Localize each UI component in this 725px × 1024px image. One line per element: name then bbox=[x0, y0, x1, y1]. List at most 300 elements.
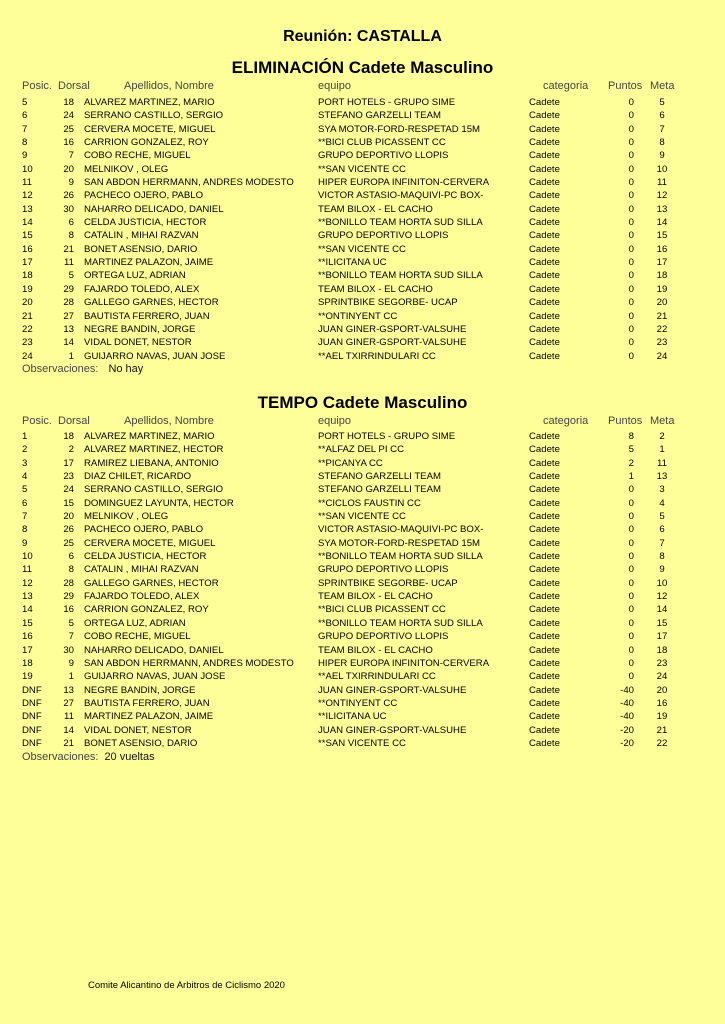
points-cell: -40 bbox=[620, 711, 634, 723]
position-cell: 12 bbox=[22, 577, 33, 589]
dorsal-cell: 1 bbox=[68, 350, 74, 362]
dorsal-cell: 27 bbox=[63, 310, 74, 322]
finish-cell: 13 bbox=[656, 471, 668, 483]
category-cell: Cadete bbox=[529, 257, 560, 269]
finish-cell: 14 bbox=[656, 217, 668, 229]
category-cell: Cadete bbox=[529, 631, 560, 643]
dorsal-cell: 30 bbox=[63, 644, 74, 656]
points-cell: 0 bbox=[628, 551, 634, 563]
team-cell: **ONTINYENT CC bbox=[318, 697, 398, 709]
observations-value: No hay bbox=[108, 363, 144, 375]
points-cell: 0 bbox=[628, 270, 634, 282]
team-cell: **BONILLO TEAM HORTA SUD SILLA bbox=[318, 617, 483, 629]
rider-name-cell: ALVAREZ MARTINEZ, HECTOR bbox=[84, 444, 224, 456]
position-cell: 1 bbox=[22, 431, 28, 442]
rider-name-cell: MARTINEZ PALAZON, JAIME bbox=[84, 711, 214, 723]
category-cell: Cadete bbox=[529, 97, 560, 108]
team-cell: PORT HOTELS - GRUPO SIME bbox=[318, 97, 456, 108]
team-cell: **ALFAZ DEL PI CC bbox=[318, 444, 405, 456]
dorsal-cell: 18 bbox=[63, 431, 74, 442]
points-cell: 0 bbox=[628, 577, 634, 589]
rider-name-cell: NEGRE BANDIN, JORGE bbox=[84, 323, 196, 335]
points-cell: 0 bbox=[628, 137, 634, 149]
finish-cell: 15 bbox=[656, 230, 668, 242]
position-cell: 22 bbox=[22, 323, 33, 335]
rider-name-cell: GALLEGO GARNES, HECTOR bbox=[84, 297, 219, 309]
position-cell: 8 bbox=[22, 137, 28, 149]
rider-name-cell: PACHECO OJERO, PABLO bbox=[84, 190, 204, 202]
position-cell: 17 bbox=[22, 644, 33, 656]
position-cell: 23 bbox=[22, 337, 33, 349]
category-cell: Cadete bbox=[529, 524, 560, 536]
dorsal-cell: 15 bbox=[63, 497, 74, 509]
position-cell: 19 bbox=[22, 283, 33, 295]
category-cell: Cadete bbox=[529, 684, 560, 696]
rider-name-cell: NEGRE BANDIN, JORGE bbox=[84, 684, 196, 696]
position-cell: DNF bbox=[22, 684, 42, 696]
dorsal-cell: 24 bbox=[63, 484, 74, 496]
team-cell: TEAM BILOX - EL CACHO bbox=[318, 283, 433, 295]
finish-cell: 18 bbox=[656, 644, 668, 656]
team-cell: **SAN VICENTE CC bbox=[318, 163, 406, 175]
position-cell: 5 bbox=[22, 97, 28, 108]
elimination-title: ELIMINACIÓN Cadete Masculino bbox=[231, 58, 494, 77]
position-cell: 6 bbox=[22, 497, 28, 509]
rider-name-cell: CELDA JUSTICIA, HECTOR bbox=[84, 217, 207, 229]
table-row bbox=[0, 350, 725, 363]
finish-cell: 22 bbox=[656, 323, 668, 335]
team-cell: PORT HOTELS - GRUPO SIME bbox=[318, 431, 456, 442]
finish-cell: 3 bbox=[659, 484, 665, 496]
rider-name-cell: NAHARRO DELICADO, DANIEL bbox=[84, 644, 224, 656]
team-cell: STEFANO GARZELLI TEAM bbox=[318, 471, 441, 483]
category-cell: Cadete bbox=[529, 737, 560, 749]
category-cell: Cadete bbox=[529, 591, 560, 603]
team-cell: VICTOR ASTASIO-MAQUIVI-PC BOX- bbox=[318, 524, 484, 536]
table-row bbox=[0, 497, 725, 510]
position-cell: 11 bbox=[22, 564, 32, 576]
points-cell: 0 bbox=[628, 671, 634, 683]
position-cell: 24 bbox=[22, 350, 33, 362]
header-name: Apellidos, Nombre bbox=[124, 80, 214, 92]
category-cell: Cadete bbox=[529, 711, 560, 723]
finish-cell: 4 bbox=[659, 497, 665, 509]
dorsal-cell: 8 bbox=[68, 564, 74, 576]
dorsal-cell: 13 bbox=[63, 684, 74, 696]
finish-cell: 8 bbox=[659, 137, 665, 149]
table-row bbox=[0, 577, 725, 590]
tempo-header bbox=[0, 415, 725, 429]
team-cell: STEFANO GARZELLI TEAM bbox=[318, 484, 441, 496]
dorsal-cell: 30 bbox=[63, 203, 74, 215]
finish-cell: 6 bbox=[659, 110, 665, 122]
rider-name-cell: NAHARRO DELICADO, DANIEL bbox=[84, 203, 224, 215]
category-cell: Cadete bbox=[529, 671, 560, 683]
category-cell: Cadete bbox=[529, 457, 560, 469]
elimination-table bbox=[0, 96, 725, 363]
dorsal-cell: 7 bbox=[68, 631, 74, 643]
rider-name-cell: CARRION GONZALEZ, ROY bbox=[84, 137, 209, 149]
points-cell: 0 bbox=[628, 484, 634, 496]
table-row bbox=[0, 443, 725, 456]
team-cell: **SAN VICENTE CC bbox=[318, 511, 406, 523]
category-cell: Cadete bbox=[529, 243, 560, 255]
rider-name-cell: ALVAREZ MARTINEZ, MARIO bbox=[84, 431, 215, 442]
position-cell: 12 bbox=[22, 190, 33, 202]
category-cell: Cadete bbox=[529, 657, 560, 669]
rider-name-cell: GUIJARRO NAVAS, JUAN JOSE bbox=[84, 350, 226, 362]
points-cell: 0 bbox=[628, 203, 634, 215]
team-cell: JUAN GINER-GSPORT-VALSUHE bbox=[318, 724, 467, 736]
position-cell: 10 bbox=[22, 551, 33, 563]
table-row bbox=[0, 243, 725, 256]
table-row bbox=[0, 710, 725, 723]
rider-name-cell: MELNIKOV , OLEG bbox=[84, 163, 169, 175]
category-cell: Cadete bbox=[529, 337, 560, 349]
finish-cell: 7 bbox=[659, 537, 665, 549]
table-row bbox=[0, 136, 725, 149]
position-cell: 15 bbox=[22, 230, 33, 242]
category-cell: Cadete bbox=[529, 697, 560, 709]
dorsal-cell: 21 bbox=[63, 737, 74, 749]
team-cell: HIPER EUROPA INFINITON-CERVERA bbox=[318, 177, 490, 189]
position-cell: 3 bbox=[22, 457, 28, 469]
finish-cell: 11 bbox=[657, 177, 667, 189]
rider-name-cell: DOMINGUEZ LAYUNTA, HECTOR bbox=[84, 497, 234, 509]
finish-cell: 6 bbox=[659, 524, 665, 536]
points-cell: 0 bbox=[628, 310, 634, 322]
dorsal-cell: 18 bbox=[63, 97, 74, 108]
meeting-title: Reunión: CASTALLA bbox=[283, 28, 442, 45]
dorsal-cell: 9 bbox=[68, 657, 74, 669]
table-row bbox=[0, 563, 725, 576]
finish-cell: 7 bbox=[659, 123, 665, 135]
rider-name-cell: ALVAREZ MARTINEZ, MARIO bbox=[84, 97, 215, 108]
rider-name-cell: COBO RECHE, MIGUEL bbox=[84, 631, 191, 643]
points-cell: 0 bbox=[628, 497, 634, 509]
category-cell: Cadete bbox=[529, 150, 560, 162]
category-cell: Cadete bbox=[529, 217, 560, 229]
category-cell: Cadete bbox=[529, 564, 560, 576]
dorsal-cell: 26 bbox=[63, 190, 74, 202]
position-cell: 19 bbox=[22, 671, 33, 683]
rider-name-cell: BONET ASENSIO, DARIO bbox=[84, 243, 198, 255]
category-cell: Cadete bbox=[529, 431, 560, 442]
category-cell: Cadete bbox=[529, 484, 560, 496]
rider-name-cell: CERVERA MOCETE, MIGUEL bbox=[84, 123, 216, 135]
table-row bbox=[0, 644, 725, 657]
dorsal-cell: 1 bbox=[68, 671, 74, 683]
rider-name-cell: RAMIREZ LIEBANA, ANTONIO bbox=[84, 457, 219, 469]
dorsal-cell: 9 bbox=[68, 177, 74, 189]
points-cell: -20 bbox=[620, 737, 634, 749]
header-points: Puntos bbox=[608, 80, 643, 92]
finish-cell: 21 bbox=[656, 310, 668, 322]
dorsal-cell: 26 bbox=[63, 524, 74, 536]
finish-cell: 17 bbox=[656, 257, 668, 269]
position-cell: DNF bbox=[22, 724, 42, 736]
rider-name-cell: SERRANO CASTILLO, SERGIO bbox=[84, 110, 224, 122]
dorsal-cell: 28 bbox=[63, 577, 74, 589]
team-cell: STEFANO GARZELLI TEAM bbox=[318, 110, 441, 122]
tempo-observations bbox=[22, 751, 155, 763]
header-category: categoria bbox=[543, 80, 589, 92]
category-cell: Cadete bbox=[529, 163, 560, 175]
points-cell: 0 bbox=[628, 657, 634, 669]
points-cell: 0 bbox=[628, 230, 634, 242]
dorsal-cell: 25 bbox=[63, 537, 74, 549]
table-row bbox=[0, 283, 725, 296]
position-cell: 9 bbox=[22, 150, 28, 162]
table-row bbox=[0, 229, 725, 242]
rider-name-cell: CELDA JUSTICIA, HECTOR bbox=[84, 551, 207, 563]
points-cell: 0 bbox=[628, 604, 634, 616]
rider-name-cell: BAUTISTA FERRERO, JUAN bbox=[84, 697, 210, 709]
dorsal-cell: 16 bbox=[63, 137, 74, 149]
dorsal-cell: 29 bbox=[63, 283, 74, 295]
rider-name-cell: GUIJARRO NAVAS, JUAN JOSE bbox=[84, 671, 226, 683]
points-cell: 0 bbox=[628, 163, 634, 175]
points-cell: 0 bbox=[628, 297, 634, 309]
position-cell: 14 bbox=[22, 604, 33, 616]
team-cell: **ONTINYENT CC bbox=[318, 310, 398, 322]
team-cell: **ILICITANA UC bbox=[318, 711, 387, 723]
team-cell: VICTOR ASTASIO-MAQUIVI-PC BOX- bbox=[318, 190, 484, 202]
points-cell: -40 bbox=[620, 684, 634, 696]
table-row bbox=[0, 323, 725, 336]
footer-text: Comite Alicantino de Arbitros de Ciclismo 2020 bbox=[88, 980, 285, 991]
rider-name-cell: BAUTISTA FERRERO, JUAN bbox=[84, 310, 210, 322]
position-cell: 8 bbox=[22, 524, 28, 536]
dorsal-cell: 13 bbox=[63, 323, 74, 335]
category-cell: Cadete bbox=[529, 177, 560, 189]
table-row bbox=[0, 189, 725, 202]
rider-name-cell: CARRION GONZALEZ, ROY bbox=[84, 604, 209, 616]
finish-cell: 23 bbox=[656, 657, 668, 669]
dorsal-cell: 21 bbox=[63, 243, 74, 255]
dorsal-cell: 11 bbox=[64, 257, 74, 269]
finish-cell: 8 bbox=[659, 551, 665, 563]
dorsal-cell: 14 bbox=[63, 337, 74, 349]
rider-name-cell: VIDAL DONET, NESTOR bbox=[84, 337, 192, 349]
points-cell: -20 bbox=[620, 724, 634, 736]
table-row bbox=[0, 256, 725, 269]
team-cell: HIPER EUROPA INFINITON-CERVERA bbox=[318, 657, 490, 669]
finish-cell: 15 bbox=[656, 617, 668, 629]
position-cell: DNF bbox=[22, 697, 42, 709]
points-cell: 2 bbox=[628, 457, 634, 469]
table-row bbox=[0, 123, 725, 136]
finish-cell: 10 bbox=[656, 577, 668, 589]
table-row bbox=[0, 670, 725, 683]
position-cell: 14 bbox=[22, 217, 33, 229]
category-cell: Cadete bbox=[529, 577, 560, 589]
header-name: Apellidos, Nombre bbox=[124, 415, 214, 427]
finish-cell: 9 bbox=[659, 150, 665, 162]
team-cell: GRUPO DEPORTIVO LLOPIS bbox=[318, 230, 449, 242]
position-cell: DNF bbox=[22, 711, 42, 723]
position-cell: 21 bbox=[22, 310, 33, 322]
elimination-header bbox=[0, 80, 725, 94]
points-cell: -40 bbox=[620, 697, 634, 709]
points-cell: 1 bbox=[628, 471, 634, 483]
position-cell: DNF bbox=[22, 737, 42, 749]
header-meta: Meta bbox=[650, 80, 675, 92]
position-cell: 20 bbox=[22, 297, 33, 309]
header-pos: Posic. bbox=[22, 415, 52, 427]
table-row bbox=[0, 457, 725, 470]
dorsal-cell: 6 bbox=[68, 217, 74, 229]
dorsal-cell: 16 bbox=[63, 604, 74, 616]
team-cell: SPRINTBIKE SEGORBE- UCAP bbox=[318, 577, 458, 589]
points-cell: 8 bbox=[628, 431, 634, 442]
rider-name-cell: CATALIN , MIHAI RAZVAN bbox=[84, 230, 199, 242]
tempo-title: TEMPO Cadete Masculino bbox=[257, 393, 468, 412]
team-cell: **AEL TXIRRINDULARI CC bbox=[318, 350, 436, 362]
category-cell: Cadete bbox=[529, 123, 560, 135]
position-cell: 18 bbox=[22, 657, 33, 669]
rider-name-cell: ORTEGA LUZ, ADRIAN bbox=[84, 617, 186, 629]
category-cell: Cadete bbox=[529, 444, 560, 456]
elimination-observations bbox=[22, 363, 143, 375]
dorsal-cell: 27 bbox=[63, 697, 74, 709]
team-cell: GRUPO DEPORTIVO LLOPIS bbox=[318, 564, 449, 576]
category-cell: Cadete bbox=[529, 310, 560, 322]
table-row bbox=[0, 336, 725, 349]
header-dorsal: Dorsal bbox=[58, 80, 90, 92]
dorsal-cell: 20 bbox=[63, 511, 74, 523]
finish-cell: 10 bbox=[656, 163, 668, 175]
table-row bbox=[0, 216, 725, 229]
team-cell: **AEL TXIRRINDULARI CC bbox=[318, 671, 436, 683]
position-cell: 17 bbox=[22, 257, 33, 269]
team-cell: **SAN VICENTE CC bbox=[318, 243, 406, 255]
rider-name-cell: FAJARDO TOLEDO, ALEX bbox=[84, 591, 200, 603]
finish-cell: 9 bbox=[659, 564, 665, 576]
table-row bbox=[0, 603, 725, 616]
category-cell: Cadete bbox=[529, 644, 560, 656]
finish-cell: 23 bbox=[656, 337, 668, 349]
finish-cell: 20 bbox=[656, 684, 668, 696]
team-cell: TEAM BILOX - EL CACHO bbox=[318, 591, 433, 603]
rider-name-cell: DIAZ CHILET, RICARDO bbox=[84, 471, 192, 483]
rider-name-cell: GALLEGO GARNES, HECTOR bbox=[84, 577, 219, 589]
position-cell: 18 bbox=[22, 270, 33, 282]
header-meta: Meta bbox=[650, 415, 675, 427]
header-dorsal: Dorsal bbox=[58, 415, 90, 427]
finish-cell: 19 bbox=[656, 711, 668, 723]
table-row bbox=[0, 737, 725, 750]
points-cell: 0 bbox=[628, 150, 634, 162]
team-cell: **BONILLO TEAM HORTA SUD SILLA bbox=[318, 217, 483, 229]
points-cell: 0 bbox=[628, 564, 634, 576]
table-row bbox=[0, 310, 725, 323]
observations-label: Observaciones: bbox=[22, 751, 99, 763]
category-cell: Cadete bbox=[529, 350, 560, 362]
rider-name-cell: MELNIKOV , OLEG bbox=[84, 511, 169, 523]
category-cell: Cadete bbox=[529, 283, 560, 295]
team-cell: JUAN GINER-GSPORT-VALSUHE bbox=[318, 323, 467, 335]
finish-cell: 18 bbox=[656, 270, 668, 282]
dorsal-cell: 25 bbox=[63, 123, 74, 135]
category-cell: Cadete bbox=[529, 230, 560, 242]
category-cell: Cadete bbox=[529, 270, 560, 282]
finish-cell: 16 bbox=[656, 243, 668, 255]
team-cell: TEAM BILOX - EL CACHO bbox=[318, 644, 433, 656]
category-cell: Cadete bbox=[529, 617, 560, 629]
dorsal-cell: 11 bbox=[64, 711, 74, 723]
dorsal-cell: 28 bbox=[63, 297, 74, 309]
dorsal-cell: 2 bbox=[68, 444, 74, 456]
finish-cell: 12 bbox=[656, 591, 668, 603]
table-row bbox=[0, 537, 725, 550]
category-cell: Cadete bbox=[529, 497, 560, 509]
observations-label: Observaciones: bbox=[22, 363, 99, 375]
category-cell: Cadete bbox=[529, 724, 560, 736]
dorsal-cell: 8 bbox=[68, 230, 74, 242]
dorsal-cell: 24 bbox=[63, 110, 74, 122]
points-cell: 0 bbox=[628, 97, 634, 108]
team-cell: **PICANYA CC bbox=[318, 457, 383, 469]
dorsal-cell: 17 bbox=[63, 457, 74, 469]
position-cell: 11 bbox=[22, 177, 32, 189]
finish-cell: 24 bbox=[656, 671, 668, 683]
category-cell: Cadete bbox=[529, 190, 560, 202]
table-row bbox=[0, 617, 725, 630]
dorsal-cell: 5 bbox=[68, 617, 74, 629]
header-points: Puntos bbox=[608, 415, 643, 427]
observations-value: 20 vueltas bbox=[104, 751, 155, 763]
table-row bbox=[0, 684, 725, 697]
table-row bbox=[0, 96, 725, 109]
position-cell: 2 bbox=[22, 444, 28, 456]
points-cell: 0 bbox=[628, 617, 634, 629]
dorsal-cell: 23 bbox=[63, 471, 74, 483]
rider-name-cell: BONET ASENSIO, DARIO bbox=[84, 737, 198, 749]
points-cell: 0 bbox=[628, 217, 634, 229]
table-row bbox=[0, 109, 725, 122]
header-pos: Posic. bbox=[22, 80, 52, 92]
dorsal-cell: 29 bbox=[63, 591, 74, 603]
points-cell: 0 bbox=[628, 283, 634, 295]
finish-cell: 11 bbox=[657, 457, 667, 469]
finish-cell: 17 bbox=[656, 631, 668, 643]
points-cell: 0 bbox=[628, 257, 634, 269]
finish-cell: 1 bbox=[659, 444, 665, 456]
rider-name-cell: COBO RECHE, MIGUEL bbox=[84, 150, 191, 162]
points-cell: 0 bbox=[628, 537, 634, 549]
team-cell: **BONILLO TEAM HORTA SUD SILLA bbox=[318, 551, 483, 563]
category-cell: Cadete bbox=[529, 203, 560, 215]
table-row bbox=[0, 149, 725, 162]
points-cell: 0 bbox=[628, 511, 634, 523]
points-cell: 0 bbox=[628, 337, 634, 349]
table-row bbox=[0, 590, 725, 603]
team-cell: **BONILLO TEAM HORTA SUD SILLA bbox=[318, 270, 483, 282]
team-cell: JUAN GINER-GSPORT-VALSUHE bbox=[318, 684, 467, 696]
position-cell: 16 bbox=[22, 631, 33, 643]
finish-cell: 13 bbox=[656, 203, 668, 215]
points-cell: 0 bbox=[628, 190, 634, 202]
position-cell: 4 bbox=[22, 471, 28, 483]
finish-cell: 21 bbox=[656, 724, 668, 736]
category-cell: Cadete bbox=[529, 604, 560, 616]
finish-cell: 20 bbox=[656, 297, 668, 309]
rider-name-cell: PACHECO OJERO, PABLO bbox=[84, 524, 204, 536]
table-row bbox=[0, 510, 725, 523]
finish-cell: 19 bbox=[656, 283, 668, 295]
points-cell: 0 bbox=[628, 350, 634, 362]
